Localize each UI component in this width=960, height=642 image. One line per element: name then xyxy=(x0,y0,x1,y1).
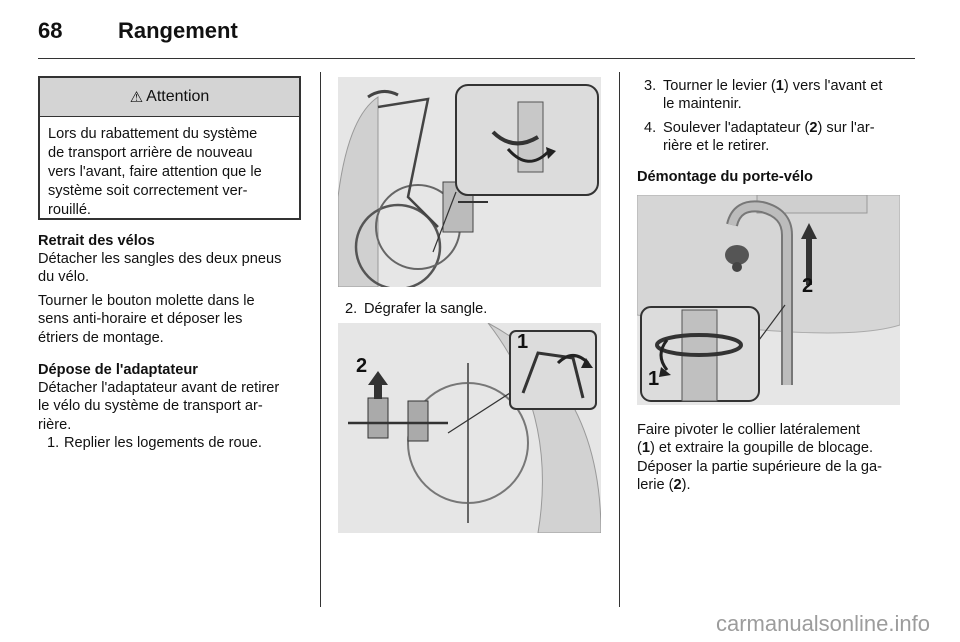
warning-line: Lors du rabattement du système xyxy=(48,126,258,142)
page-title: Rangement xyxy=(118,18,238,43)
step-2-text: Dégrafer la sangle. xyxy=(364,301,488,317)
paragraph-knob xyxy=(38,292,255,347)
bike-carrier-illustration xyxy=(338,77,601,287)
text-run: ( xyxy=(637,440,642,457)
text-line: Tourner le bouton molette dans le xyxy=(38,293,255,309)
warning-line: de transport arrière de nouveau xyxy=(48,145,253,161)
figure-dismantle-carrier xyxy=(637,195,900,405)
text-line: étriers de montage. xyxy=(38,329,164,346)
paragraph-collar xyxy=(637,421,882,494)
ref-number: 1 xyxy=(775,78,784,94)
heading-remove-bikes: Retrait des vélos xyxy=(38,233,155,249)
figure-2-label-1: 1 xyxy=(517,331,529,353)
step-3-line-1 xyxy=(663,77,882,95)
text-line: Détacher l'adaptateur avant de retirer xyxy=(38,380,280,396)
text-line: rière. xyxy=(38,416,72,433)
ref-number: 1 xyxy=(641,440,650,457)
figure-bike-on-carrier xyxy=(338,77,601,287)
warning-header xyxy=(40,78,299,117)
text-line: le vélo du système de transport ar- xyxy=(38,398,263,415)
warning-line: vers l'avant, faire attention que le xyxy=(48,164,262,180)
warning-line: rouillé. xyxy=(48,202,91,218)
text-run: ) vers l'avant et xyxy=(783,78,883,94)
step-4-line-1 xyxy=(663,119,875,137)
text-run: ) sur l'ar- xyxy=(817,120,875,136)
text-run: ). xyxy=(681,476,691,493)
step-1-number: 1. xyxy=(47,435,60,451)
figure-2-label-2: 2 xyxy=(356,355,368,377)
strap-release-illustration xyxy=(338,323,601,533)
step-4-number: 4. xyxy=(644,120,657,136)
step-4-line-2: rière et le retirer. xyxy=(663,138,770,155)
ref-number: 2 xyxy=(673,476,682,493)
column-divider-right xyxy=(619,72,620,607)
step-4-text xyxy=(663,119,875,156)
warning-line: système soit correctement ver- xyxy=(48,183,248,199)
text-line: du vélo. xyxy=(38,269,90,286)
figure-strap-release xyxy=(338,323,601,533)
text-line: sens anti-horaire et déposer les xyxy=(38,311,243,328)
text-run: lerie ( xyxy=(637,476,674,493)
column-divider-left xyxy=(320,72,321,607)
heading-dismantle-carrier: Démontage du porte-vélo xyxy=(637,169,813,185)
paragraph-straps xyxy=(38,250,281,287)
step-3-text xyxy=(663,77,882,114)
dismantle-illustration xyxy=(637,195,900,405)
page-number: 68 xyxy=(38,18,63,43)
warning-triangle-icon: ⚠ xyxy=(129,89,144,106)
step-1-text: Replier les logements de roue. xyxy=(64,435,262,451)
ref-number: 2 xyxy=(809,120,818,136)
text-line xyxy=(637,439,882,457)
warning-title: Attention xyxy=(146,88,210,105)
text-line xyxy=(637,476,882,494)
text-line: Détacher les sangles des deux pneus xyxy=(38,251,282,267)
warning-text xyxy=(40,117,299,220)
paragraph-adapter xyxy=(38,379,279,434)
text-line: Déposer la partie supérieure de la ga- xyxy=(637,458,882,475)
text-run: Tourner le levier ( xyxy=(663,78,776,94)
text-run: Soulever l'adaptateur ( xyxy=(663,120,810,136)
step-2-number: 2. xyxy=(345,301,358,317)
step-3-line-2: le maintenir. xyxy=(663,96,742,113)
text-line: Faire pivoter le collier latéralement xyxy=(637,422,861,438)
header-rule xyxy=(38,58,915,59)
step-3-number: 3. xyxy=(644,78,657,94)
figure-3-label-2: 2 xyxy=(802,275,814,297)
heading-remove-adapter: Dépose de l'adaptateur xyxy=(38,362,198,378)
figure-3-label-1: 1 xyxy=(648,368,660,390)
watermark: carmanualsonline.info xyxy=(715,611,930,636)
text-run: ) et extraire la goupille de blocage. xyxy=(650,440,874,457)
warning-box xyxy=(38,76,301,220)
